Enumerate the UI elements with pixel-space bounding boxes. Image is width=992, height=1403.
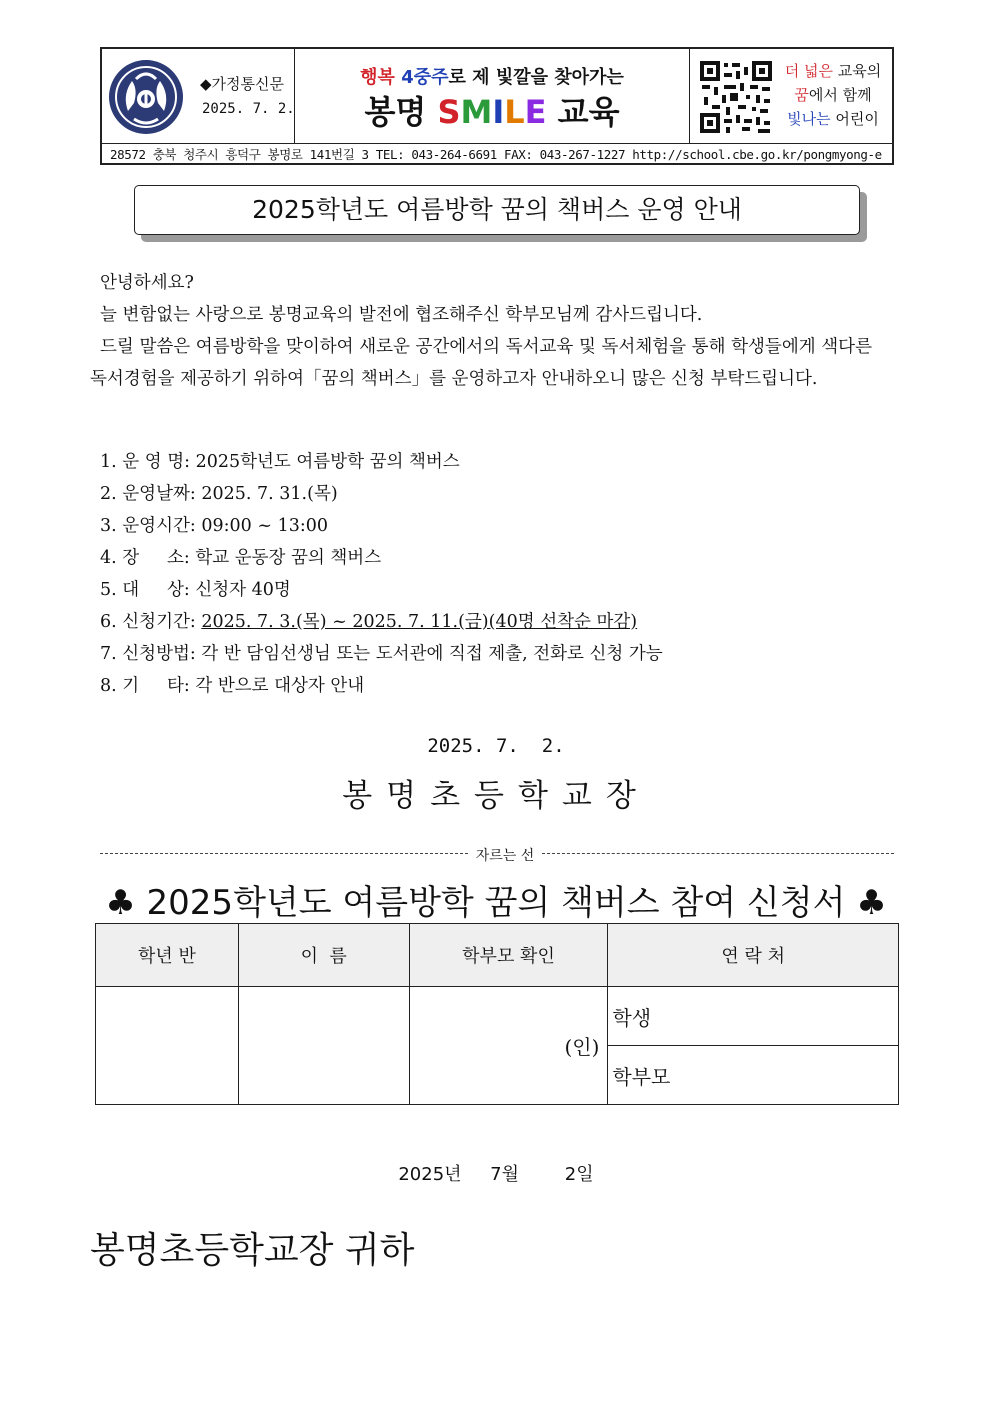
detail-label: 2. 운영날짜: bbox=[100, 484, 196, 504]
detail-label: 3. 운영시간: bbox=[100, 516, 196, 536]
smile-letter-s: S bbox=[437, 93, 461, 131]
notice-title: 2025학년도 여름방학 꿈의 책버스 운영 안내 bbox=[134, 185, 860, 235]
smile-letter-m: M bbox=[460, 93, 493, 131]
slogan bbox=[295, 63, 689, 89]
newsletter-label: ◆가정통신문 bbox=[200, 75, 284, 93]
smile-education-title bbox=[295, 87, 689, 133]
detail-label: 4. 장 소: bbox=[100, 548, 190, 568]
school-address: 28572 충북 청주시 흥덕구 봉명로 141번길 3 TEL: 043-264-6691 FAX: 043-267-1227 http://school.cbe.go.kr/pongmyong-e bbox=[110, 147, 882, 162]
cut-line-label: 자르는 선 bbox=[475, 848, 535, 864]
header-logo-cell bbox=[102, 49, 294, 143]
qr-code-icon[interactable] bbox=[698, 59, 774, 135]
motto-highlight-1: 더 넓은 bbox=[784, 62, 833, 80]
main-paragraph: 드릴 말씀은 여름방학을 맞이하여 새로운 공간에서의 독서교육 및 독서체험을 통해 학생들에게 색다른 독서경험을 제공하기 위하여「꿈의 책버스」를 운영하고자 안내하오니 많은 신청 부탁드립니다. bbox=[90, 337, 872, 389]
detail-item bbox=[100, 638, 900, 670]
detail-value: 09:00 ~ 13:00 bbox=[201, 516, 329, 536]
header-top-row bbox=[102, 49, 892, 144]
cut-line-left bbox=[100, 853, 468, 854]
detail-item bbox=[100, 446, 900, 478]
motto-highlight-3: 빛나는 bbox=[787, 110, 831, 128]
detail-item bbox=[100, 478, 900, 510]
motto-text-3: 어린이 bbox=[835, 110, 879, 128]
smile-letter-l: L bbox=[504, 93, 525, 131]
parent-contact-field[interactable]: 학부모 bbox=[608, 1046, 899, 1105]
detail-label: 1. 운 영 명: bbox=[100, 452, 190, 472]
detail-value: 각 반 담임선생님 또는 도서관에 직접 제출, 전화로 신청 가능 bbox=[201, 644, 663, 664]
slogan-quartet: 4중주 bbox=[401, 67, 449, 88]
application-form-title: ♣ 2025학년도 여름방학 꿈의 책버스 참여 신청서 ♣ bbox=[105, 883, 887, 923]
form-input-row bbox=[96, 987, 899, 1046]
detail-label: 5. 대 상: bbox=[100, 580, 190, 600]
header-name: 이 름 bbox=[238, 924, 409, 987]
title-suffix: 교육 bbox=[557, 93, 620, 131]
detail-value: 2025. 7. 31.(목) bbox=[201, 484, 338, 504]
signature-school: 봉명초등학교장 bbox=[342, 778, 650, 814]
greeting: 안녕하세요? bbox=[100, 273, 194, 293]
detail-label: 8. 기 타: bbox=[100, 676, 190, 696]
motto-text-2: 에서 함께 bbox=[808, 86, 872, 104]
student-contact-field[interactable]: 학생 bbox=[608, 987, 899, 1046]
header-title-cell bbox=[294, 49, 690, 143]
detail-label: 6. 신청기간: bbox=[100, 612, 196, 632]
class-field[interactable] bbox=[96, 987, 239, 1105]
header-class: 학년 반 bbox=[96, 924, 239, 987]
cut-line bbox=[100, 845, 894, 863]
motto-line-2 bbox=[774, 83, 892, 107]
notice-body bbox=[90, 267, 872, 395]
parent-seal-field[interactable]: (인) bbox=[409, 987, 608, 1105]
name-field[interactable] bbox=[238, 987, 409, 1105]
detail-value: 신청자 40명 bbox=[195, 580, 291, 600]
signature-date: 2025. 7. 2. bbox=[427, 735, 565, 757]
form-header-row bbox=[96, 924, 899, 987]
application-form-table bbox=[95, 923, 899, 1105]
detail-item bbox=[100, 670, 900, 702]
program-details-list bbox=[100, 446, 900, 702]
detail-value: 2025학년도 여름방학 꿈의 책버스 bbox=[195, 452, 460, 472]
motto-line-3 bbox=[774, 107, 892, 131]
motto-highlight-2: 꿈 bbox=[794, 86, 809, 104]
header-parent-confirm: 학부모 확인 bbox=[409, 924, 608, 987]
application-date: 2025년 7월 2일 bbox=[398, 1164, 594, 1185]
slogan-rest: 로 제 빛깔을 찾아가는 bbox=[448, 67, 624, 88]
school-emblem-logo bbox=[108, 59, 184, 135]
slogan-happy: 행복 bbox=[360, 67, 395, 88]
cut-line-right bbox=[542, 853, 894, 854]
thanks-paragraph: 늘 변함없는 사랑으로 봉명교육의 발전에 협조해주신 학부모님께 감사드립니다. bbox=[100, 305, 703, 325]
title-prefix: 봉명 bbox=[364, 93, 427, 131]
smile-letter-i: I bbox=[492, 93, 505, 131]
addressee: 봉명초등학교장 귀하 bbox=[90, 1230, 415, 1271]
detail-item bbox=[100, 510, 900, 542]
detail-value: 학교 운동장 꿈의 책버스 bbox=[195, 548, 382, 568]
motto-line-1 bbox=[774, 59, 892, 83]
detail-value: 각 반으로 대상자 안내 bbox=[195, 676, 365, 696]
smile-letter-e: E bbox=[524, 93, 547, 131]
motto-text-1: 교육의 bbox=[837, 62, 882, 80]
issue-date: 2025. 7. 2. bbox=[202, 101, 295, 117]
detail-value-underlined: 2025. 7. 3.(목) ~ 2025. 7. 11.(금)(40명 선착순 마감) bbox=[201, 612, 638, 632]
detail-item bbox=[100, 542, 900, 574]
header-contact: 연 락 처 bbox=[608, 924, 899, 987]
detail-item bbox=[100, 574, 900, 606]
newsletter-header bbox=[100, 47, 894, 165]
detail-item bbox=[100, 606, 900, 638]
school-motto bbox=[774, 59, 892, 131]
detail-label: 7. 신청방법: bbox=[100, 644, 196, 664]
